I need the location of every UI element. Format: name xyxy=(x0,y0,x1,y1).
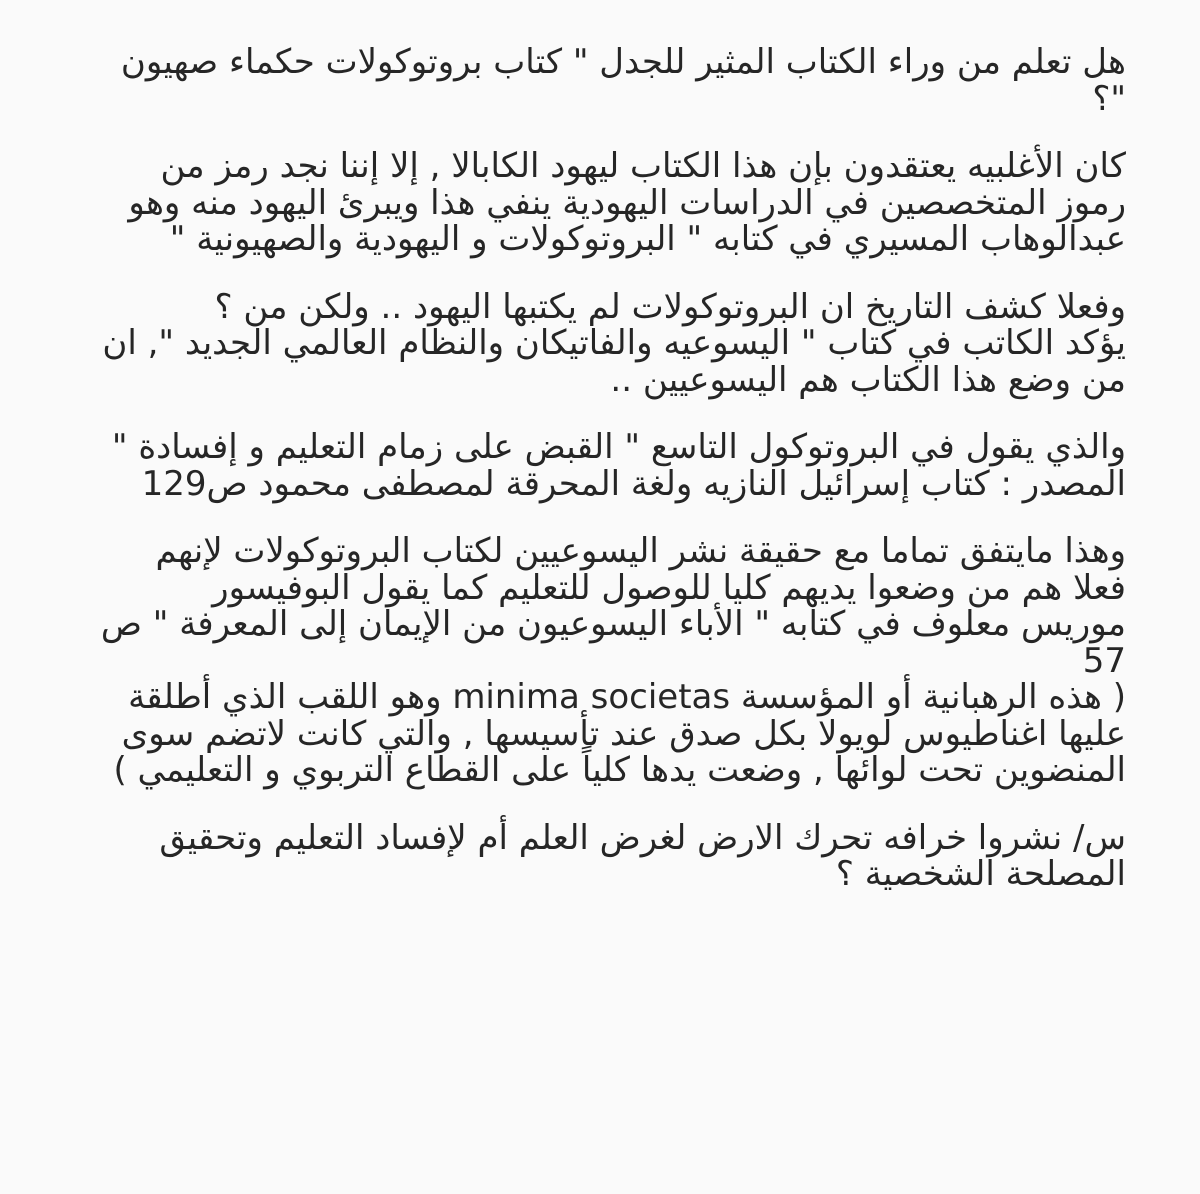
text-line: موريس معلوف في كتابه " الأباء اليسوعيون من الإيمان إلى المعرفة " ص xyxy=(100,604,1126,644)
text-line: "؟ xyxy=(1092,78,1126,119)
paragraph-jesuit-authorship xyxy=(70,286,1126,400)
text-line: فعلا هم من وضعوا يديهم كليا للوصول للتعليم كما يقول البوفيسور xyxy=(212,567,1126,608)
text-line: من وضع هذا الكتاب هم اليسوعيين .. xyxy=(610,359,1126,400)
text-line: يؤكد الكاتب في كتاب " اليسوعيه والفاتيكان والنظام العالمي الجديد ", ان xyxy=(102,323,1126,363)
text-line: عليها اغناطيوس لويولا بكل صدق عند تأسيسها , والتي كانت لاتضم سوى xyxy=(121,713,1126,754)
text-line: والذي يقول في البروتوكول التاسع " القبض على زمام التعليم و إفسادة " xyxy=(111,427,1126,467)
text-line: وهذا مايتفق تماما مع حقيقة نشر اليسوعيين لكتاب البروتوكولات لإنهم xyxy=(155,531,1126,571)
text-line: كان الأغلبيه يعتقدون بإن هذا الكتاب ليهود الكابالا , إلا إننا نجد رمز من xyxy=(160,146,1126,186)
paragraph-question-title xyxy=(70,44,1126,117)
paragraph-ninth-protocol-source xyxy=(70,429,1126,502)
paragraph-closing-question xyxy=(70,817,1126,894)
paragraph-education-control xyxy=(70,533,1126,789)
text-line: وفعلا كشف التاريخ ان البروتوكولات لم يكتبها اليهود .. ولكن من ؟ xyxy=(214,286,1126,327)
text-line: المنضوين تحت لوائها , وضعت يدها كلياً على القطاع التربوي و التعليمي ) xyxy=(113,750,1126,790)
text-line: س/ نشروا خرافه تحرك الارض لغرض العلم أم لإفساد التعليم وتحقيق xyxy=(159,817,1126,858)
text-line: المصدر : كتاب إسرائيل النازيه ولغة المحرقة لمصطفى محمود ص129 xyxy=(141,463,1126,504)
text-line: ( هذه الرهبانية أو المؤسسة minima societas وهو اللقب الذي أطلقة xyxy=(128,677,1126,717)
text-line: هل تعلم من وراء الكتاب المثير للجدل " كتاب بروتوكولات حكماء صهيون xyxy=(120,42,1126,82)
text-line: 57 xyxy=(1082,640,1126,681)
text-line: رموز المتخصصين في الدراسات اليهودية ينفي هذا ويبرئ اليهود منه وهو xyxy=(128,182,1126,223)
paragraph-kabbalah-belief xyxy=(70,148,1126,258)
text-line: عبدالوهاب المسيري في كتابه " البروتوكولات و اليهودية والصهيونية " xyxy=(169,219,1126,259)
text-line: المصلحة الشخصية ؟ xyxy=(835,854,1126,894)
